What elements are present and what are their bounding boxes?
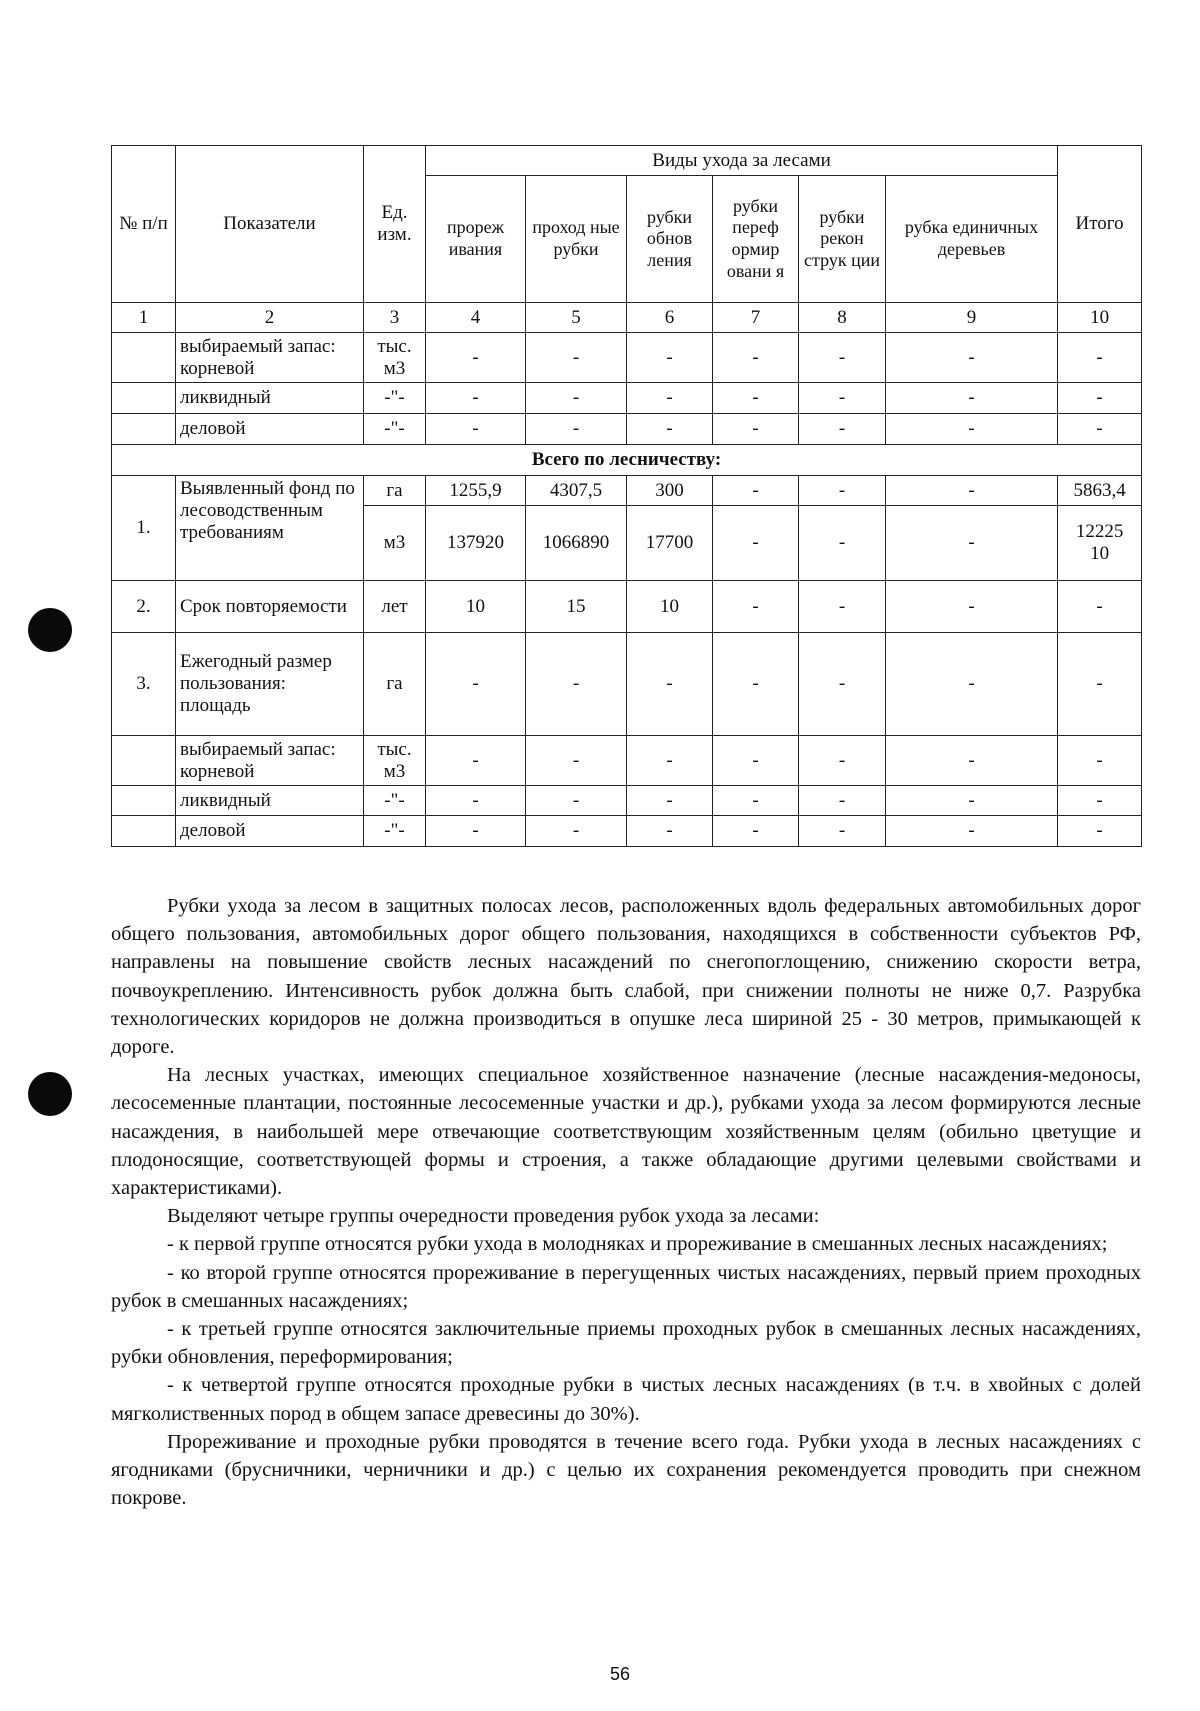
header-type-renewal: рубки обнов ления bbox=[627, 176, 713, 303]
row-unit: -"- bbox=[364, 383, 426, 414]
header-type-passage: проход ные рубки bbox=[526, 176, 627, 303]
table-row bbox=[112, 333, 1142, 383]
cell-value: - bbox=[627, 333, 713, 383]
header-total: Итого bbox=[1058, 146, 1142, 303]
cell-value: - bbox=[526, 633, 627, 736]
cell-value: - bbox=[627, 786, 713, 816]
row-indicator: Выявленный фонд по лесоводственным требованиям bbox=[176, 476, 364, 581]
cell-value: 4307,5 bbox=[526, 476, 627, 506]
list-item: - к первой группе относятся рубки ухода в молодняках и прореживание в смешанных лесных насаждениях; bbox=[167, 1233, 1108, 1256]
row-indicator: Срок повторяемости bbox=[176, 581, 364, 633]
cell-value: - bbox=[713, 506, 799, 581]
row-num bbox=[112, 786, 176, 816]
row-indicator: ликвидный bbox=[176, 786, 364, 816]
column-number-row bbox=[112, 303, 1142, 333]
cell-value: 137920 bbox=[426, 506, 526, 581]
table-row bbox=[112, 786, 1142, 816]
cell-value: - bbox=[886, 333, 1058, 383]
cell-value: - bbox=[886, 383, 1058, 414]
cell-value: - bbox=[886, 414, 1058, 445]
table-row bbox=[112, 633, 1142, 736]
cell-value: - bbox=[526, 333, 627, 383]
paragraph: На лесных участках, имеющих специальное хозяйственное назначение (лесные насаждения-медоносы, лесосеменные плантации, постоянные лесосеменные участки и др.), рубками ухода за лесом формируются лесные насаждения, в наибольшей мере отвечающие соответствующим хозяйственным целям (обильно цветущие и плодоносящие, соответствующей формы и строения, а также обладающие другими целевыми свойствами и характеристиками). bbox=[111, 1064, 1141, 1200]
header-num: № п/п bbox=[112, 146, 176, 303]
cell-value: - bbox=[713, 633, 799, 736]
row-unit: -"- bbox=[364, 786, 426, 816]
cell-value: - bbox=[426, 736, 526, 786]
cell-value: 5863,4 bbox=[1058, 476, 1142, 506]
row-indicator: ликвидный bbox=[176, 383, 364, 414]
cell-value: - bbox=[426, 786, 526, 816]
col-number: 2 bbox=[176, 303, 364, 333]
cell-value: - bbox=[799, 786, 886, 816]
cell-value: - bbox=[627, 816, 713, 847]
cell-value: - bbox=[426, 414, 526, 445]
row-num: 2. bbox=[112, 581, 176, 633]
col-number: 5 bbox=[526, 303, 627, 333]
row-indicator: деловой bbox=[176, 414, 364, 445]
row-unit: га bbox=[364, 476, 426, 506]
cell-value: 10 bbox=[627, 581, 713, 633]
cell-value: - bbox=[799, 736, 886, 786]
cell-value: - bbox=[1058, 786, 1142, 816]
cell-value: 12225 10 bbox=[1058, 506, 1142, 581]
table-row bbox=[112, 581, 1142, 633]
cell-value: - bbox=[713, 414, 799, 445]
row-unit: -"- bbox=[364, 414, 426, 445]
cell-value: - bbox=[799, 633, 886, 736]
paragraph: Выделяют четыре группы очередности проведения рубок ухода за лесами: bbox=[167, 1205, 820, 1228]
row-unit: га bbox=[364, 633, 426, 736]
forest-care-table bbox=[111, 145, 1142, 847]
cell-value: - bbox=[526, 414, 627, 445]
cell-value: - bbox=[627, 414, 713, 445]
cell-value: - bbox=[1058, 333, 1142, 383]
cell-value: - bbox=[426, 633, 526, 736]
cell-value: - bbox=[713, 476, 799, 506]
list-item: - ко второй группе относятся прореживание в перегущенных чистых насаждениях, первый прием проходных рубок в смешанных насаждениях; bbox=[111, 1261, 1141, 1312]
cell-value: - bbox=[799, 816, 886, 847]
cell-value: - bbox=[526, 816, 627, 847]
table-row bbox=[112, 476, 1142, 506]
col-number: 1 bbox=[112, 303, 176, 333]
table-row bbox=[112, 383, 1142, 414]
row-num bbox=[112, 414, 176, 445]
cell-value: 1255,9 bbox=[426, 476, 526, 506]
cell-value: - bbox=[627, 633, 713, 736]
cell-value: - bbox=[1058, 581, 1142, 633]
cell-value: - bbox=[713, 581, 799, 633]
cell-value: - bbox=[713, 736, 799, 786]
header-unit: Ед. изм. bbox=[364, 146, 426, 303]
row-indicator: деловой bbox=[176, 816, 364, 847]
row-indicator: выбираемый запас: корневой bbox=[176, 333, 364, 383]
row-num bbox=[112, 736, 176, 786]
list-item: - к четвертой группе относятся проходные рубки в чистых лесных насаждениях (в т.ч. в хвойных с долей мягколиственных пород в общем запасе древесины до 30%). bbox=[111, 1374, 1141, 1425]
cell-value: - bbox=[713, 786, 799, 816]
section-row bbox=[112, 445, 1142, 476]
cell-value: 300 bbox=[627, 476, 713, 506]
row-num: 1. bbox=[112, 476, 176, 581]
cell-value: - bbox=[886, 506, 1058, 581]
col-number: 10 bbox=[1058, 303, 1142, 333]
row-num bbox=[112, 816, 176, 847]
cell-value: - bbox=[886, 816, 1058, 847]
row-indicator: выбираемый запас: корневой bbox=[176, 736, 364, 786]
row-unit: тыс. м3 bbox=[364, 736, 426, 786]
cell-value: - bbox=[1058, 816, 1142, 847]
cell-value: - bbox=[526, 383, 627, 414]
cell-value: - bbox=[1058, 383, 1142, 414]
cell-value: - bbox=[886, 581, 1058, 633]
cell-value: - bbox=[713, 816, 799, 847]
header-type-thinning: прореж ивания bbox=[426, 176, 526, 303]
row-indicator: Ежегодный размер пользования: площадь bbox=[176, 633, 364, 736]
cell-value: - bbox=[799, 581, 886, 633]
row-num bbox=[112, 383, 176, 414]
header-type-reconstruction: рубки рекон струк ции bbox=[799, 176, 886, 303]
paragraph: Прореживание и проходные рубки проводятся в течение всего года. Рубки ухода в лесных насаждениях с ягодниками (брусничники, черничники и др.) с целью их сохранения рекомендуется проводить при снежном покрове. bbox=[111, 1430, 1141, 1510]
punch-hole bbox=[28, 608, 72, 652]
header-indicators: Показатели bbox=[176, 146, 364, 303]
cell-value: 1066890 bbox=[526, 506, 627, 581]
cell-value: - bbox=[799, 476, 886, 506]
cell-value: - bbox=[799, 333, 886, 383]
table-row bbox=[112, 414, 1142, 445]
cell-value: - bbox=[799, 506, 886, 581]
header-type-reformation: рубки переф ормир овани я bbox=[713, 176, 799, 303]
body-text bbox=[111, 892, 1141, 1512]
cell-value: - bbox=[886, 633, 1058, 736]
section-title: Всего по лесничеству: bbox=[112, 445, 1142, 476]
cell-value: 10 bbox=[426, 581, 526, 633]
row-unit: -"- bbox=[364, 816, 426, 847]
cell-value: 17700 bbox=[627, 506, 713, 581]
col-number: 4 bbox=[426, 303, 526, 333]
col-number: 8 bbox=[799, 303, 886, 333]
cell-value: - bbox=[886, 736, 1058, 786]
row-unit: тыс. м3 bbox=[364, 333, 426, 383]
cell-value: - bbox=[799, 383, 886, 414]
page-number: 56 bbox=[609, 1664, 631, 1684]
cell-value: - bbox=[886, 786, 1058, 816]
table-row bbox=[112, 736, 1142, 786]
cell-value: - bbox=[627, 736, 713, 786]
col-number: 7 bbox=[713, 303, 799, 333]
punch-hole bbox=[28, 1072, 72, 1116]
header-care-types: Виды ухода за лесами bbox=[426, 146, 1058, 176]
cell-value: - bbox=[426, 333, 526, 383]
cell-value: - bbox=[526, 736, 627, 786]
cell-value: - bbox=[627, 383, 713, 414]
table-row bbox=[112, 816, 1142, 847]
cell-value: - bbox=[1058, 414, 1142, 445]
cell-value: - bbox=[886, 476, 1058, 506]
row-unit: м3 bbox=[364, 506, 426, 581]
col-number: 9 bbox=[886, 303, 1058, 333]
row-unit: лет bbox=[364, 581, 426, 633]
paragraph: Рубки ухода за лесом в защитных полосах лесов, расположенных вдоль федеральных автомобильных дорог общего пользования, автомобильных дорог общего пользования, находящихся в собственности субъектов РФ, направлены на повышение свойств лесных насаждений по снегопоглощению, снижению скорости ветра, почвоукреплению. Интенсивность рубок должна быть слабой, при снижении полноты не ниже 0,7. Разрубка технологических коридоров не должна производиться в опушке леса шириной 25 - 30 метров, примыкающей к дороге. bbox=[111, 895, 1141, 1059]
cell-value: - bbox=[713, 383, 799, 414]
row-num bbox=[112, 333, 176, 383]
list-item: - к третьей группе относятся заключительные приемы проходных рубок в смешанных лесных насаждениях, рубки обновления, переформирования; bbox=[111, 1318, 1141, 1369]
cell-value: - bbox=[1058, 633, 1142, 736]
cell-value: - bbox=[526, 786, 627, 816]
row-num: 3. bbox=[112, 633, 176, 736]
cell-value: - bbox=[426, 816, 526, 847]
header-type-single-trees: рубка единичных деревьев bbox=[886, 176, 1058, 303]
col-number: 6 bbox=[627, 303, 713, 333]
cell-value: 15 bbox=[526, 581, 627, 633]
cell-value: - bbox=[713, 333, 799, 383]
cell-value: - bbox=[1058, 736, 1142, 786]
col-number: 3 bbox=[364, 303, 426, 333]
cell-value: - bbox=[426, 383, 526, 414]
cell-value: - bbox=[799, 414, 886, 445]
